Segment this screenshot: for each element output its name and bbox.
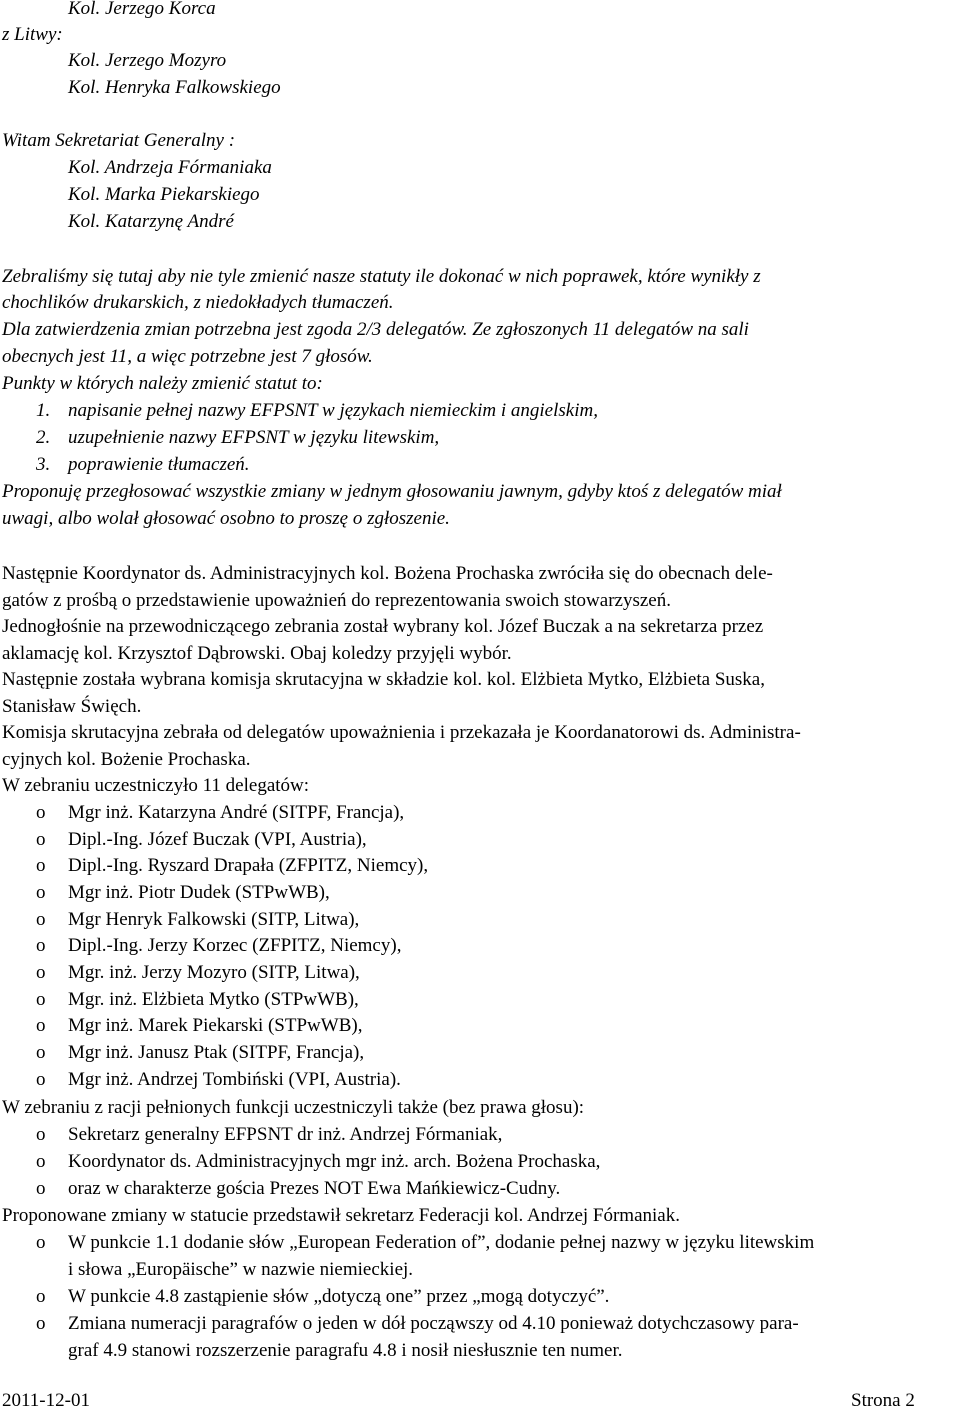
body-line: Jednogłośnie na przewodniczącego zebrania został wybrany kol. Józef Buczak a na sekretarza przez [2, 616, 764, 637]
change-item-line: graf 4.9 stanowi rozszerzenie paragrafu 4.8 i nosił niesłusznie ten numer. [68, 1340, 623, 1361]
change-item-line: W punkcie 1.1 dodanie słów „European Federation of”, dodanie pełnej nazwy w języku litewskim [68, 1232, 815, 1253]
greeting-item: Kol. Andrzeja Fórmaniaka [68, 157, 272, 178]
official-item: Sekretarz generalny EFPSNT dr inż. Andrzej Fórmaniak, [68, 1124, 503, 1145]
body-line: aklamację kol. Krzysztof Dąbrowski. Obaj koledzy przyjęli wybór. [2, 643, 512, 664]
delegate-item: Mgr. inż. Elżbieta Mytko (STPwWB), [68, 989, 359, 1010]
header-item-mozyro: Kol. Jerzego Mozyro [68, 50, 227, 71]
official-item: Koordynator ds. Administracyjnych mgr inż. arch. Bożena Prochaska, [68, 1151, 601, 1172]
bullet-icon: o [36, 1178, 46, 1199]
point-text: uzupełnienie nazwy EFPSNT w języku litewskim, [68, 427, 440, 448]
bullet-icon: o [36, 1313, 46, 1334]
point-number: 3. [36, 454, 51, 475]
header-item-korzec: Kol. Jerzego Korca [68, 0, 216, 19]
bullet-icon: o [36, 935, 46, 956]
proposal-line: uwagi, albo wolał głosować osobno to proszę o zgłoszenie. [2, 508, 450, 529]
footer-date: 2011-12-01 [2, 1390, 90, 1411]
body-line: Stanisław Święch. [2, 696, 142, 717]
greeting-title: Witam Sekretariat Generalny : [2, 130, 236, 151]
bullet-icon: o [36, 829, 46, 850]
intro-line: chochlików drukarskich, z niedokładych tłumaczeń. [2, 292, 394, 313]
bullet-icon: o [36, 1286, 46, 1307]
intro-line: Dla zatwierdzenia zmian potrzebna jest zgoda 2/3 delegatów. Ze zgłoszonych 11 delegatów na sali [2, 319, 749, 340]
delegate-item: Mgr inż. Piotr Dudek (STPwWB), [68, 882, 330, 903]
lithuania-label: z Litwy: [2, 24, 63, 45]
point-number: 1. [36, 400, 51, 421]
bullet-icon: o [36, 909, 46, 930]
delegate-item: Dipl.-Ing. Jerzy Korzec (ZFPITZ, Niemcy), [68, 935, 402, 956]
bullet-icon: o [36, 882, 46, 903]
intro-line: obecnych jest 11, a więc potrzebne jest 7 głosów. [2, 346, 373, 367]
body-line: W zebraniu uczestniczyło 11 delegatów: [2, 775, 310, 796]
intro-line: Punkty w których należy zmienić statut to: [2, 373, 323, 394]
bullet-icon: o [36, 802, 46, 823]
bullet-icon: o [36, 1069, 46, 1090]
greeting-item: Kol. Katarzynę André [68, 211, 234, 232]
delegate-item: Mgr inż. Andrzej Tombiński (VPI, Austria). [68, 1069, 401, 1090]
intro-line: Zebraliśmy się tutaj aby nie tyle zmienić nasze statuty ile dokonać w nich poprawek, które wynikły z [2, 266, 761, 287]
change-item-line: i słowa „Europäische” w nazwie niemieckiej. [68, 1259, 414, 1280]
officials-title: W zebraniu z racji pełnionych funkcji uczestniczyli także (bez prawa głosu): [2, 1097, 585, 1118]
point-text: poprawienie tłumaczeń. [68, 454, 250, 475]
delegate-item: Mgr inż. Marek Piekarski (STPwWB), [68, 1015, 363, 1036]
delegate-item: Mgr. inż. Jerzy Mozyro (SITP, Litwa), [68, 962, 360, 983]
footer-page-number: Strona 2 [851, 1390, 915, 1411]
proposal-line: Proponuję przegłosować wszystkie zmiany w jednym głosowaniu jawnym, gdyby ktoś z delegatów miał [2, 481, 782, 502]
bullet-icon: o [36, 855, 46, 876]
delegate-item: Dipl.-Ing. Ryszard Drapała (ZFPITZ, Niemcy), [68, 855, 429, 876]
body-line: cyjnych kol. Bożenie Prochaska. [2, 749, 251, 770]
bullet-icon: o [36, 1232, 46, 1253]
bullet-icon: o [36, 962, 46, 983]
bullet-icon: o [36, 989, 46, 1010]
delegate-item: Mgr Henryk Falkowski (SITP, Litwa), [68, 909, 360, 930]
bullet-icon: o [36, 1015, 46, 1036]
point-text: napisanie pełnej nazwy EFPSNT w językach niemieckim i angielskim, [68, 400, 598, 421]
delegate-item: Mgr inż. Katarzyna André (SITPF, Francja), [68, 802, 405, 823]
change-item-line: Zmiana numeracji paragrafów o jeden w dół począwszy od 4.10 ponieważ dotychczasowy para- [68, 1313, 799, 1334]
change-item-line: W punkcie 4.8 zastąpienie słów „dotyczą one” przez „mogą dotyczyć”. [68, 1286, 610, 1307]
changes-title: Proponowane zmiany w statucie przedstawił sekretarz Federacji kol. Andrzej Fórmaniak. [2, 1205, 680, 1226]
greeting-item: Kol. Marka Piekarskiego [68, 184, 260, 205]
official-item: oraz w charakterze gościa Prezes NOT Ewa Mańkiewicz-Cudny. [68, 1178, 561, 1199]
body-line: Następnie Koordynator ds. Administracyjnych kol. Bożena Prochaska zwróciła się do obecnach dele- [2, 563, 773, 584]
delegate-item: Mgr inż. Janusz Ptak (SITPF, Francja), [68, 1042, 365, 1063]
bullet-icon: o [36, 1124, 46, 1145]
bullet-icon: o [36, 1042, 46, 1063]
point-number: 2. [36, 427, 51, 448]
body-line: Następnie została wybrana komisja skrutacyjna w składzie kol. kol. Elżbieta Mytko, Elżbieta Suska, [2, 669, 765, 690]
header-item-falkowski: Kol. Henryka Falkowskiego [68, 77, 281, 98]
bullet-icon: o [36, 1151, 46, 1172]
delegate-item: Dipl.-Ing. Józef Buczak (VPI, Austria), [68, 829, 367, 850]
body-line: gatów z prośbą o przedstawienie upoważnień do reprezentowania swoich stowarzyszeń. [2, 590, 671, 611]
body-line: Komisja skrutacyjna zebrała od delegatów upoważnienia i przekazała je Koordanatorowi ds. Administra- [2, 722, 801, 743]
